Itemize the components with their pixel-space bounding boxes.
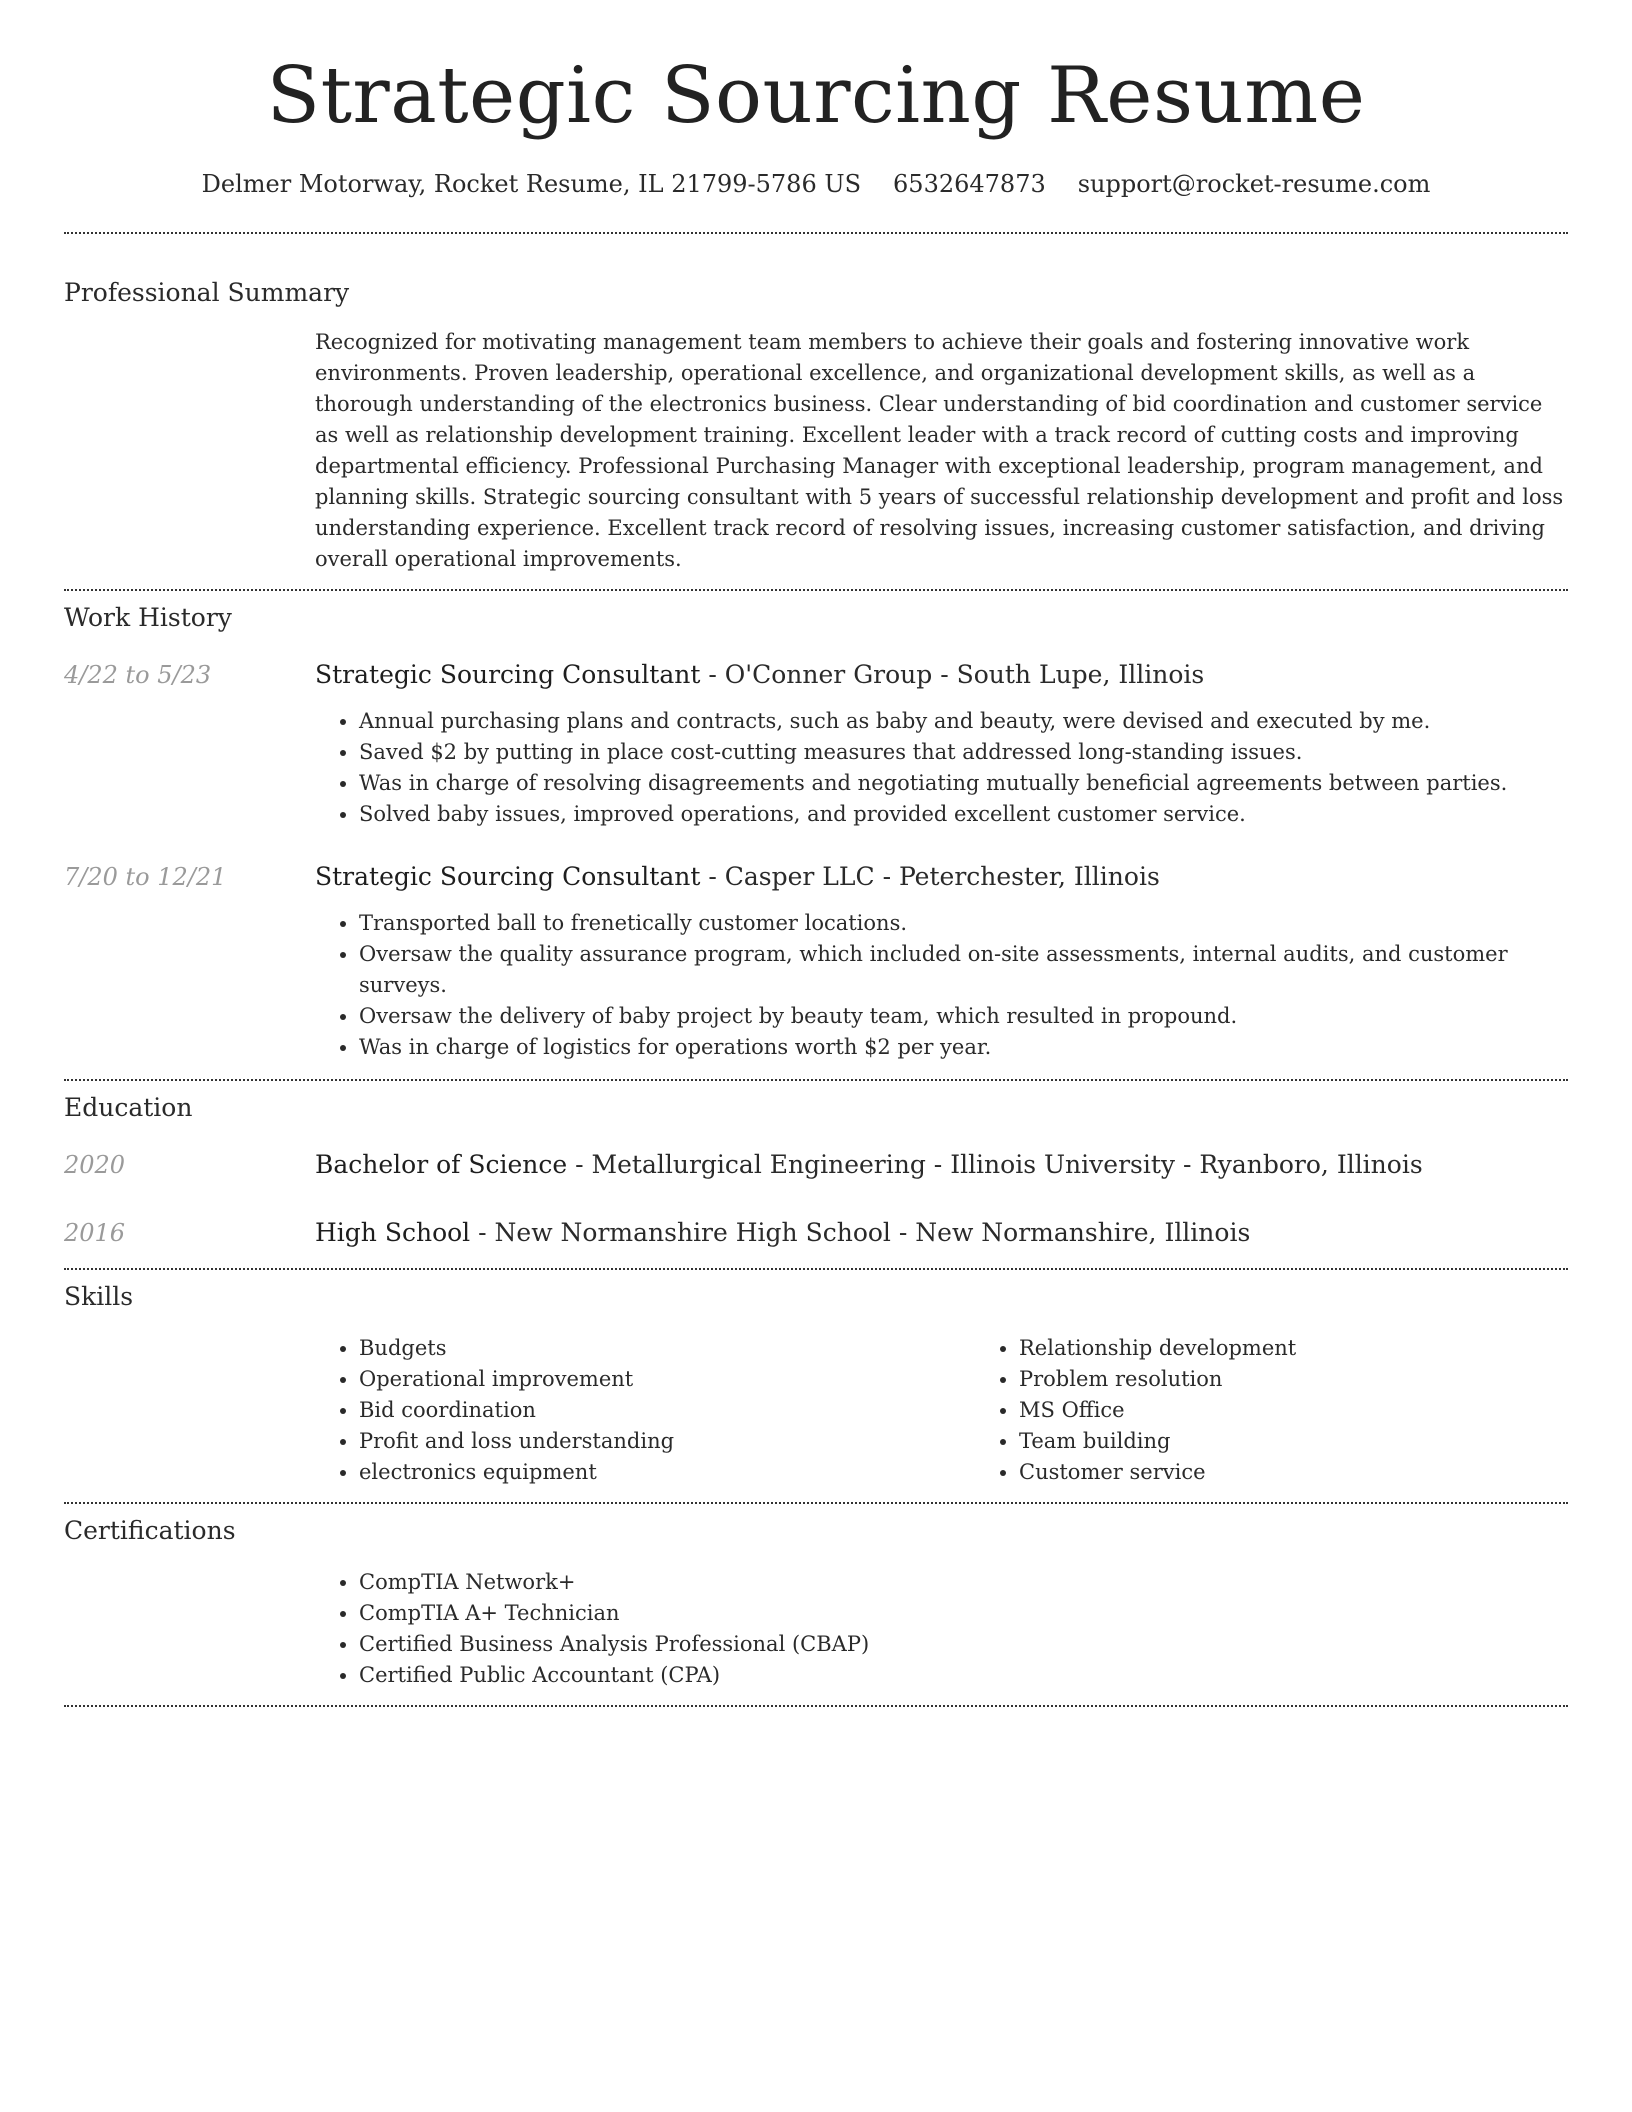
list-item: • Relationship development	[1019, 1333, 1296, 1364]
list-item: • Certified Business Analysis Professional (CBAP)	[359, 1629, 1568, 1660]
contact-email: support@rocket-resume.com	[1077, 169, 1431, 198]
education-school: - Metallurgical Engineering - Illinois University - Ryanboro, Illinois	[567, 1149, 1423, 1179]
job-details	[315, 860, 1568, 1063]
education-year: 2020	[64, 1150, 126, 1179]
work-section	[64, 591, 1568, 1079]
skills-heading: Skills	[64, 1281, 134, 1311]
list-item: • CompTIA A+ Technician	[359, 1598, 1568, 1629]
list-item: • Was in charge of logistics for operations worth $2 per year.	[359, 1032, 1568, 1063]
list-item: • Operational improvement	[359, 1364, 975, 1395]
job-role: Strategic Sourcing Consultant	[315, 861, 701, 891]
education-entry	[64, 1148, 1568, 1182]
job-entry	[64, 658, 1568, 830]
list-item: • Annual purchasing plans and contracts, such as baby and beauty, were devised and executed by me.	[359, 706, 1568, 737]
education-section	[64, 1081, 1568, 1268]
contact-address: Delmer Motorway, Rocket Resume, IL 21799-5786 US	[201, 169, 862, 198]
education-degree: High School	[315, 1217, 471, 1247]
education-year: 2016	[64, 1218, 126, 1247]
list-item: • Oversaw the quality assurance program, which included on-site assessments, internal audits, and customer surveys.	[359, 939, 1568, 1001]
list-item: • MS Office	[1019, 1395, 1296, 1426]
job-dates: 7/20 to 12/21	[64, 862, 227, 891]
skills-grid	[315, 1321, 1296, 1488]
resume-header	[64, 0, 1568, 198]
list-item: • Transported ball to frenetically customer locations.	[359, 908, 1568, 939]
work-heading: Work History	[64, 602, 232, 632]
list-item: • Certified Public Accountant (CPA)	[359, 1660, 1568, 1691]
certifications-section	[64, 1504, 1568, 1705]
list-item: • Oversaw the delivery of baby project by beauty team, which resulted in propound.	[359, 1001, 1568, 1032]
list-item: • Bid coordination	[359, 1395, 975, 1426]
certifications-list	[315, 1567, 1568, 1691]
summary-heading: Professional Summary	[64, 277, 350, 307]
skills-column-2	[975, 1333, 1296, 1488]
contact-phone: 6532647873	[893, 169, 1046, 198]
list-item: • Solved baby issues, improved operations, and provided excellent customer service.	[359, 799, 1568, 830]
job-bullets	[315, 706, 1568, 830]
list-item: • Customer service	[1019, 1457, 1296, 1488]
education-heading: Education	[64, 1092, 193, 1122]
summary-section	[64, 234, 1568, 589]
education-school: - New Normanshire High School - New Normanshire, Illinois	[470, 1217, 1251, 1247]
job-role: Strategic Sourcing Consultant	[315, 659, 701, 689]
job-title	[315, 658, 1568, 692]
job-title	[315, 860, 1568, 894]
list-item: • electronics equipment	[359, 1457, 975, 1488]
list-item: • CompTIA Network+	[359, 1567, 1568, 1598]
skills-column-1	[315, 1333, 975, 1488]
list-item: • Was in charge of resolving disagreements and negotiating mutually beneficial agreements between parties.	[359, 768, 1568, 799]
summary-text: Recognized for motivating management team members to achieve their goals and fostering innovative work environments. Proven leadership, operational excellence, and organizational development skills, as well as a thorough understanding of the electronics business. Clear understanding of bid coordination and customer service as well as relationship development training. Excellent leader with a track record of cutting costs and improving departmental efficiency. Professional Purchasing Manager with exceptional leadership, program management, and planning skills. Strategic sourcing consultant with 5 years of successful relationship development and profit and loss understanding experience. Excellent track record of resolving issues, increasing customer satisfaction, and driving overall operational improvements.	[315, 329, 1564, 571]
contact-line	[64, 170, 1568, 198]
skills-row	[64, 1321, 1568, 1488]
certifications-list-wrap	[315, 1555, 1568, 1691]
list-item: • Team building	[1019, 1426, 1296, 1457]
education-details	[315, 1216, 1568, 1250]
job-details	[315, 658, 1568, 830]
certifications-row	[64, 1555, 1568, 1691]
list-item: • Saved $2 by putting in place cost-cutting measures that addressed long-standing issues.	[359, 737, 1568, 768]
summary-row	[64, 321, 1568, 575]
list-item: • Budgets	[359, 1333, 975, 1364]
job-entry	[64, 860, 1568, 1063]
job-dates: 4/22 to 5/23	[64, 660, 212, 689]
certifications-heading: Certifications	[64, 1515, 236, 1545]
education-entry	[64, 1216, 1568, 1250]
resume-title: Strategic Sourcing Resume	[266, 51, 1366, 141]
list-item: • Profit and loss understanding	[359, 1426, 975, 1457]
job-company-location: - O'Conner Group - South Lupe, Illinois	[700, 659, 1205, 689]
section-divider	[64, 1705, 1568, 1707]
job-company-location: - Casper LLC - Peterchester, Illinois	[700, 861, 1160, 891]
job-bullets	[315, 908, 1568, 1063]
education-degree: Bachelor of Science	[315, 1149, 568, 1179]
skills-section	[64, 1270, 1568, 1502]
education-details	[315, 1148, 1568, 1182]
list-item: • Problem resolution	[1019, 1364, 1296, 1395]
